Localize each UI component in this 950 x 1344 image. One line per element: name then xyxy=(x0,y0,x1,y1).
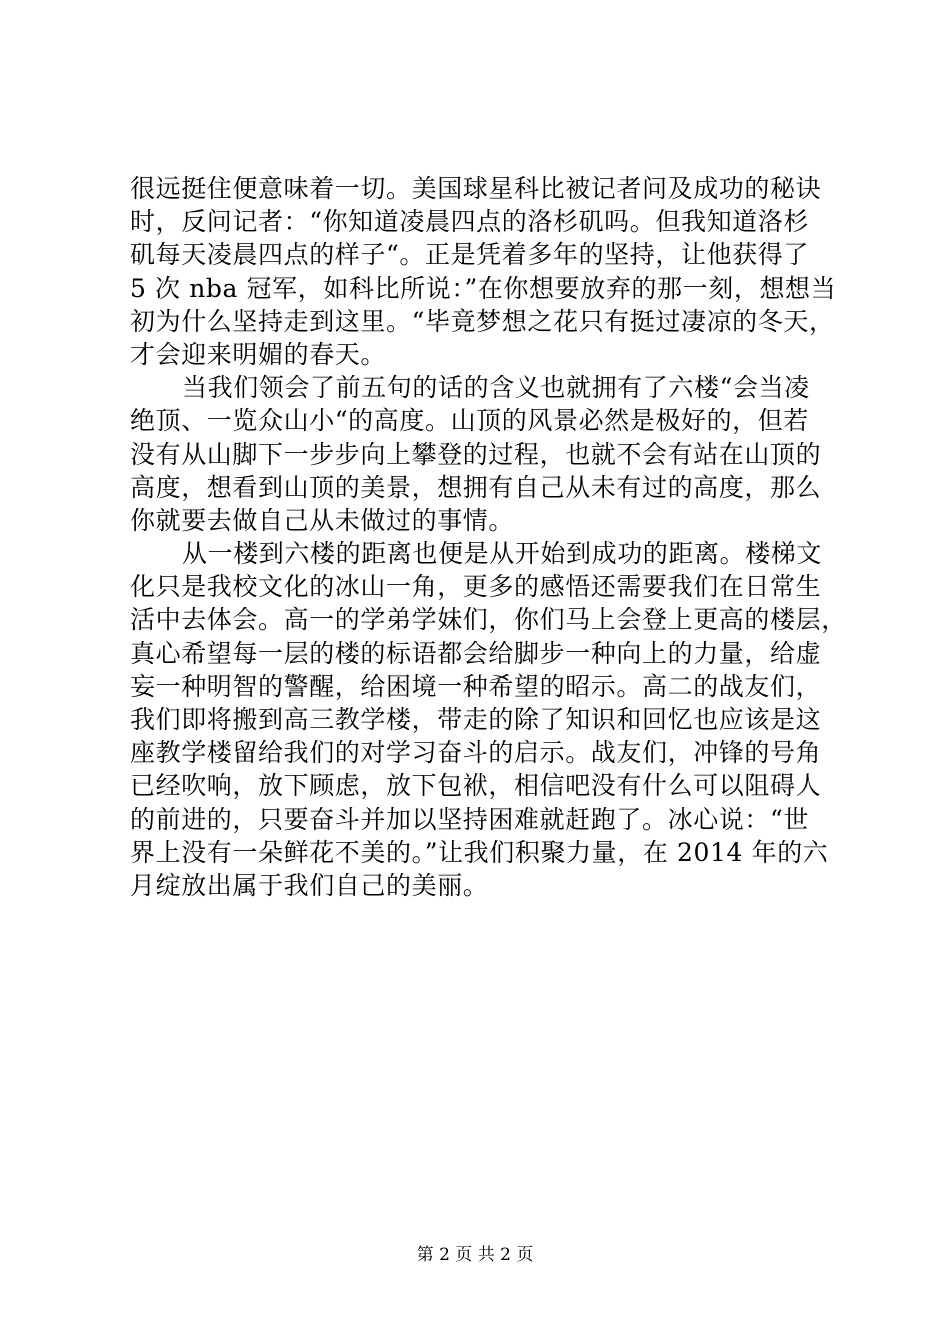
text-line: 真心希望每一层的楼的标语都会给脚步一种向上的力量，给虚 xyxy=(130,638,822,668)
text-line: 的前进的，只要奋斗并加以坚持困难就赶跑了。冰心说：“世 xyxy=(130,804,809,834)
text-line: 月绽放出属于我们自己的美丽。 xyxy=(130,870,489,900)
text-line: 活中去体会。高一的学弟学妹们，你们马上会登上更高的楼层， xyxy=(130,605,847,635)
text-line: 没有从山脚下一步步向上攀登的过程，也就不会有站在山顶的 xyxy=(130,439,822,469)
text-line: 已经吹响，放下顾虑，放下包袱，相信吧没有什么可以阻碍人 xyxy=(130,771,822,801)
text-line: 妄一种明智的警醒，给困境一种希望的昭示。高二的战友们， xyxy=(130,671,822,701)
text-line: 界上没有一朵鲜花不美的。”让我们积聚力量，在 2014 年的六 xyxy=(130,837,829,867)
paragraph-2 xyxy=(130,371,830,537)
text-line: 初为什么坚持走到这里。“毕竟梦想之花只有挺过凄凉的冬天， xyxy=(130,306,835,336)
page-number: 第 2 页 共 2 页 xyxy=(416,1245,534,1265)
body-text xyxy=(130,172,847,902)
text-line: 才会迎来明媚的春天。 xyxy=(130,339,387,369)
paragraph-1 xyxy=(130,172,837,371)
text-line: 座教学楼留给我们的对学习奋斗的启示。战友们，冲锋的号角 xyxy=(130,738,822,768)
text-line: 绝顶、一览众山小“的高度。山顶的风景必然是极好的，但若 xyxy=(130,406,809,436)
text-line: 当我们领会了前五句的话的含义也就拥有了六楼“会当凌 xyxy=(182,373,810,403)
text-line: 化只是我校文化的冰山一角，更多的感悟还需要我们在日常生 xyxy=(130,572,822,602)
page-footer xyxy=(0,1243,950,1267)
text-line: 我们即将搬到高三教学楼，带走的除了知识和回忆也应该是这 xyxy=(130,705,822,734)
text-line: 矶每天凌晨四点的样子“。正是凭着多年的坚持，让他获得了 xyxy=(130,240,809,270)
text-line: 你就要去做自己从未做过的事情。 xyxy=(130,505,515,535)
paragraph-3 xyxy=(130,537,847,902)
text-line: 5 次 nba 冠军，如科比所说：”在你想要放弃的那一刻，想想当 xyxy=(130,273,837,303)
text-line: 很远挺住便意味着一切。美国球星科比被记者问及成功的秘诀 xyxy=(130,174,822,203)
text-line: 从一楼到六楼的距离也便是从开始到成功的距离。楼梯文 xyxy=(182,539,823,569)
text-line: 时，反问记者：“你知道凌晨四点的洛杉矶吗。但我知道洛杉 xyxy=(130,207,809,237)
text-line: 高度，想看到山顶的美景，想拥有自己从未有过的高度，那么 xyxy=(130,472,822,502)
